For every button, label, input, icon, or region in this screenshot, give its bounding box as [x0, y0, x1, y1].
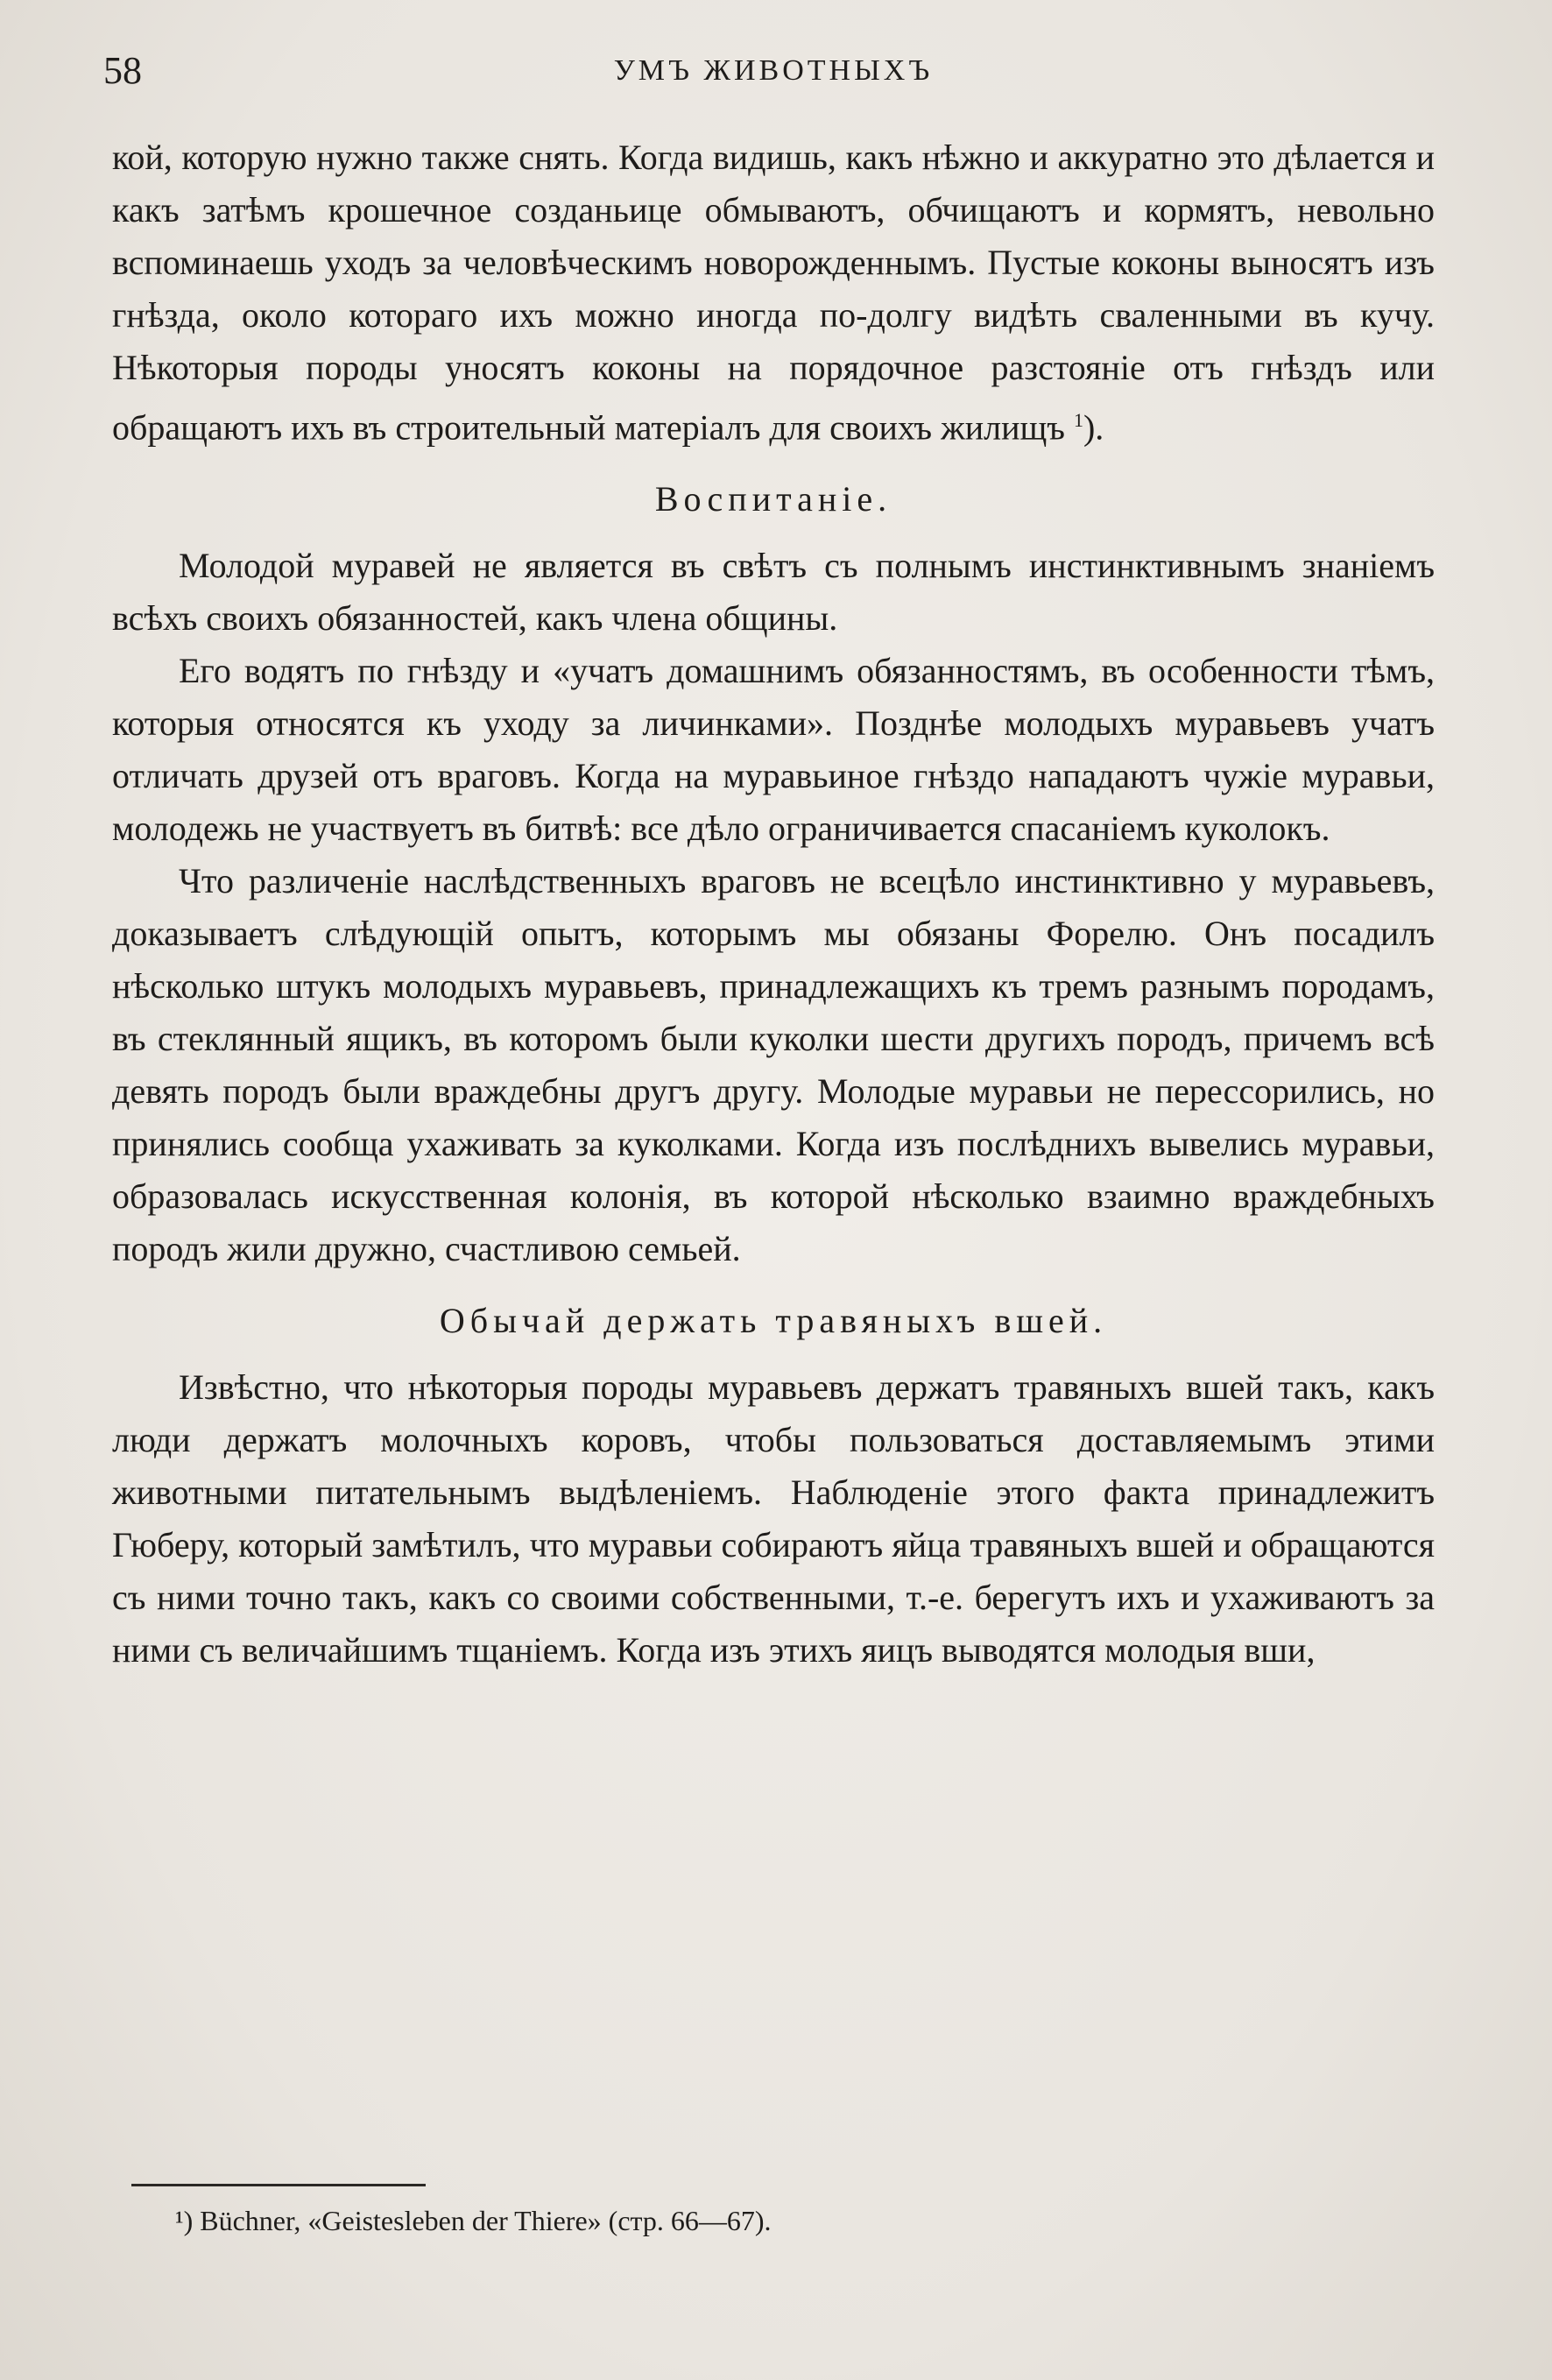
intro-paragraph [112, 131, 1435, 454]
intro-paragraph-text: кой, которую нужно также снять. Когда видишь, какъ нѣжно и аккуратно это дѣлается и какъ затѣмъ крошечное созданьице обмываютъ, обчищаютъ и кормятъ, невольно вспоминаешь уходъ за человѣческимъ новорожденнымъ. Пустые коконы выносятъ изъ гнѣзда, около котораго ихъ можно иногда по-долгу видѣть сваленными въ кучу. Нѣкоторыя породы уносятъ коконы на порядочное разстояніе отъ гнѣздъ или обращаютъ ихъ въ строительный матеріалъ для своихъ жилищъ [112, 138, 1435, 448]
section1-paragraph: Что различеніе наслѣдственныхъ враговъ не всецѣло инстинктивно у муравьевъ, доказываетъ слѣдующій опытъ, которымъ мы обязаны Форелю. Онъ посадилъ нѣсколько штукъ молодыхъ муравьевъ, принадлежащихъ къ тремъ разнымъ породамъ, въ стеклянный ящикъ, въ которомъ были куколки шести другихъ породъ, причемъ всѣ девять породъ были враждебны другъ другу. Молодые муравьи не перессорились, но принялись сообща ухаживать за куколками. Когда изъ послѣднихъ вывелись муравьи, образовалась искусственная колонія, въ которой нѣсколько взаимно враждебныхъ породъ жили дружно, счастливою семьей. [112, 861, 1435, 1269]
footnote-reference: 1 [1073, 409, 1083, 431]
main-text [112, 131, 1435, 1677]
footnote-text: Büchner, «Geistesleben der Thiere» (стр. 66—67). [200, 2205, 772, 2236]
page-header [103, 40, 1443, 102]
page-number: 58 [103, 49, 142, 92]
section1-paragraph: Молодой муравей не является въ свѣтъ съ полнымъ инстинктивнымъ знаніемъ всѣхъ своихъ обязанностей, какъ члена общины. [112, 546, 1435, 639]
section2-paragraph: Извѣстно, что нѣкоторыя породы муравьевъ держатъ травяныхъ вшей такъ, какъ люди держатъ молочныхъ коровъ, чтобы пользоваться доставляемымъ этими животными питательнымъ выдѣленіемъ. Наблюденіе этого факта принадлежитъ Гюберу, который замѣтилъ, что муравьи собираютъ яйца травяныхъ вшей и обращаются съ ними точно такъ, какъ со своими собственными, т.-е. берегутъ ихъ и ухаживаютъ за ними съ величайшимъ тщаніемъ. Когда изъ этихъ яицъ выводятся молодыя вши, [112, 1367, 1435, 1670]
footnote-divider [131, 2184, 426, 2186]
section-heading-upbringing: Воспитаніе. [654, 479, 892, 519]
running-title: УМЪ ЖИВОТНЫХЪ [613, 54, 934, 87]
footnote [175, 2199, 1314, 2242]
intro-paragraph-tail: ). [1083, 407, 1104, 448]
section-heading-aphids: Обычай держать травяныхъ вшей. [439, 1301, 1108, 1341]
section1-paragraph: Его водятъ по гнѣзду и «учатъ домашнимъ обязанностямъ, въ особенности тѣмъ, которыя относятся къ уходу за личинками». Позднѣе молодыхъ муравьевъ учатъ отличать друзей отъ враговъ. Когда на муравьиное гнѣздо нападаютъ чужіе муравьи, молодежь не участвуетъ въ битвѣ: все дѣло ограничивается спасаніемъ куколокъ. [112, 651, 1435, 849]
footnote-marker: ¹) [175, 2205, 194, 2236]
